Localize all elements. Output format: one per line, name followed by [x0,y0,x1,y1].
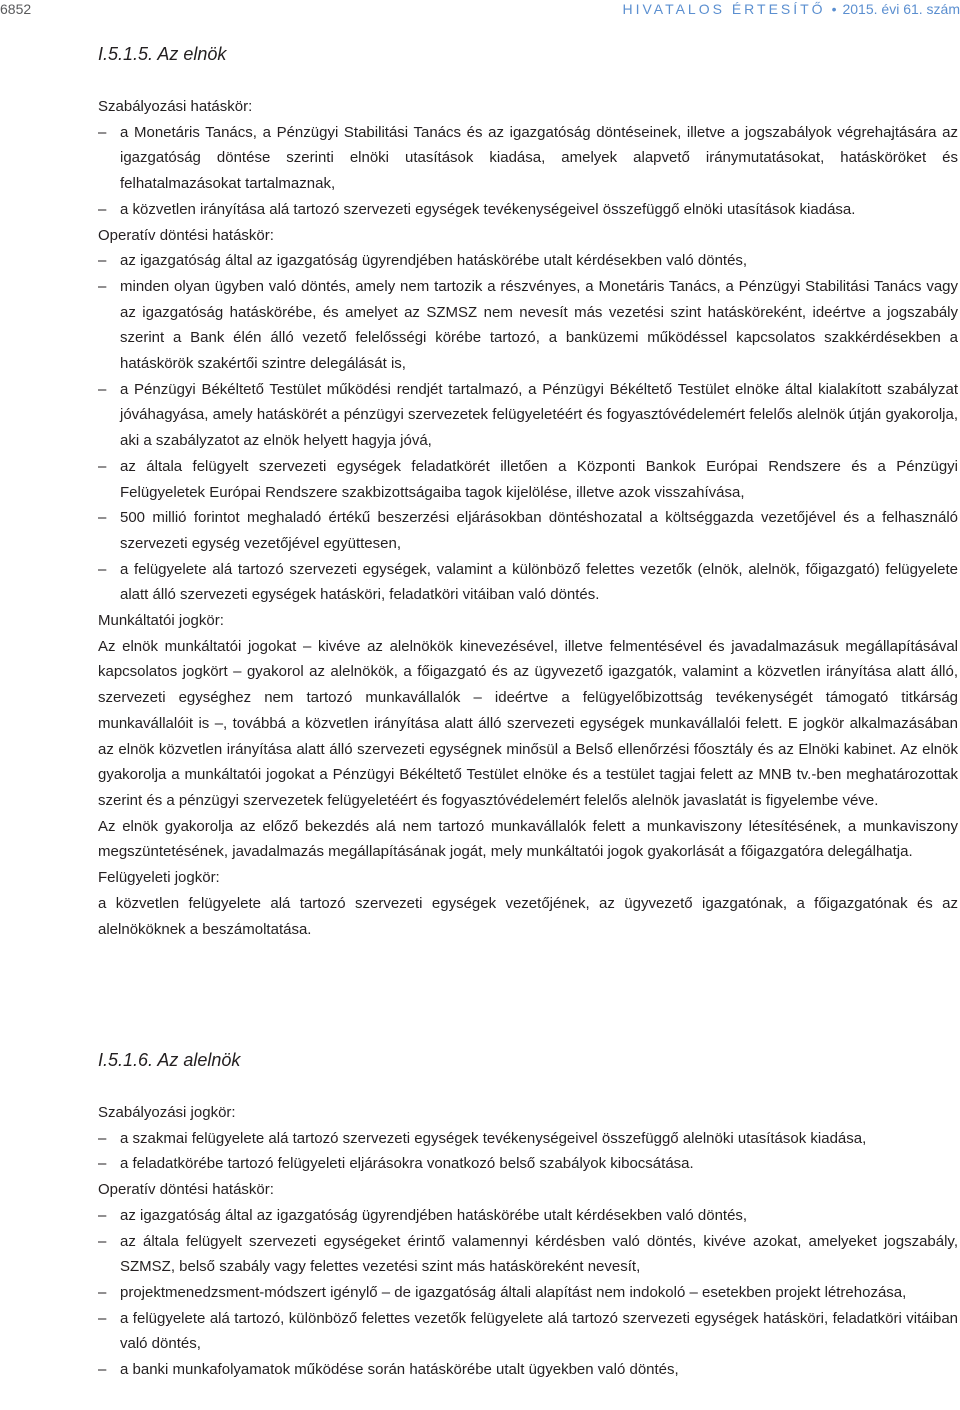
dash-list [98,1126,958,1177]
list-item: – a közvetlen irányítása alá tartozó szervezeti egységek tevékenységeivel összefüggő elnöki utasítások kiadása. [98,197,958,223]
journal-name: HIVATALOS ÉRTESÍTŐ [622,1,826,17]
list-item: – a szakmai felügyelete alá tartozó szervezeti egységek tevékenységeivel összefüggő alelnöki utasítások kiadása, [98,1126,958,1152]
issue-label: 2015. évi 61. szám [842,1,960,17]
list-item: – a feladatkörébe tartozó felügyeleti eljárásokra vonatkozó belső szabályok kibocsátása. [98,1151,958,1177]
subheading-operativ: Operatív döntési hatáskör: [98,226,274,244]
list-item: – az igazgatóság által az igazgatóság ügyrendjében hatáskörébe utalt kérdésekben való döntés, [98,1203,958,1229]
list-item: – 500 millió forintot meghaladó értékű beszerzési eljárásokban döntéshozatal a költséggazda vezetőjével és a felhasználó szervezeti egység vezetőjével együttesen, [98,505,958,556]
section-heading-alelnok: I.5.1.6. Az alelnök [98,1050,241,1070]
list-item: – a Monetáris Tanács, a Pénzügyi Stabilitási Tanács és az igazgatóság döntéseinek, illetve a jogszabályok végrehajtására az igazgatóság döntése szerinti elnöki utasítások kiadása, amelyek alapvető iránymutatásokat, hatásköröket és felhatalmazásokat tartalmaznak, [98,120,958,197]
section-body-alelnok [98,1100,958,1383]
list-item: – az általa felügyelt szervezeti egységeket érintő valamennyi kérdésben való döntés, kivéve azokat, amelyeket jogszabály, SZMSZ, belső szabály vagy felettes vezetési szint más hatásköreként nevesít, [98,1229,958,1280]
paragraph: Az elnök gyakorolja az előző bekezdés alá nem tartozó munkavállalók felett a munkaviszony létesítésének, a munkaviszony megszüntetésének, javadalmazás megállapításának jogát, mely munkáltatói jogok gyakorlását a főigazgatóra delegálhatja. [98,817,958,861]
dash-list [98,120,958,223]
subheading-operativ: Operatív döntési hatáskör: [98,1181,274,1199]
paragraph: a közvetlen felügyelete alá tartozó szervezeti egységek vezetőjének, az ügyvezető igazgatónak, a főigazgatónak és az alelnököknek a beszámoltatása. [98,894,958,938]
list-item: – az általa felügyelt szervezeti egységek feladatkörét illetően a Központi Bankok Európai Rendszere és a Pénzügyi Felügyeletek Európai Rendszere szakbizottságaiba tagok kijelölése, illetve azok visszahívása, [98,454,958,505]
list-item: – minden olyan ügyben való döntés, amely nem tartozik a részvényes, a Monetáris Tanács, a Pénzügyi Stabilitási Tanács vagy az igazgatóság hatáskörébe, és amelyet az SZMSZ nem nevesít más vezetési szint hatásköreként, ideértve a jogszabály szerint a Bank élén álló vezető felelősségi körébe tartozó, a banküzemi működéssel kapcsolatos szakkérdésekben a hatáskörök szakértői szintre delegálását is, [98,274,958,377]
page-header [0,0,960,20]
dash-list [98,1203,958,1383]
list-item: – a felügyelete alá tartozó szervezeti egységek, valamint a különböző felettes vezetők (elnök, alelnök, főigazgató) felügyelete alatt álló szervezeti egységek hatásköri, feladatköri vitáiban való döntés. [98,557,958,608]
subheading-felugyeleti: Felügyeleti jogkör: [98,869,220,887]
section-heading-elnok: I.5.1.5. Az elnök [98,44,227,64]
subheading-munkaltatoi: Munkáltatói jogkör: [98,612,224,630]
page-number: 6852 [0,1,32,17]
subheading-szabalyozasi: Szabályozási jogkör: [98,1104,236,1121]
list-item: – a banki munkafolyamatok működése során hatáskörébe utalt ügyekben való döntés, [98,1357,958,1383]
dash-list [98,248,958,608]
list-item: – az igazgatóság által az igazgatóság ügyrendjében hatáskörébe utalt kérdésekben való döntés, [98,248,958,274]
list-item: – projektmenedzsment-módszert igénylő – de igazgatóság általi alapítást nem indokoló – esetekben projekt létrehozása, [98,1280,958,1306]
bullet-separator: • [831,1,837,17]
section-body-elnok [98,94,958,942]
list-item: – a Pénzügyi Békéltető Testület működési rendjét tartalmazó, a Pénzügyi Békéltető Testület elnöke által kialakított szabályzat jóváhagyása, amely hatáskörét a pénzügyi szervezetek felügyeletéért és fogyasztóvédelemért felelős alelnök útján gyakorolja, aki a szabályzatot az elnök helyett hagyja jóvá, [98,377,958,454]
paragraph: Az elnök munkáltatói jogokat – kivéve az alelnökök kinevezésével, illetve felmentésével és javadalmazásuk megállapításával kapcsolatos jogkört – gyakorol az alelnökök, a főigazgató és az ügyvezető igazgatók, valamint a közvetlen irányítása alatt álló, szervezeti egységhez nem tartozó munkavállalók – ideértve a felügyelőbizottság tevékenységét támogató titkárság munkavállalóit is –, továbbá a közvetlen irányítása alatt álló szervezeti egységek munkavállalói felett. E jogkör alkalmazásában az elnök közvetlen irányítása alatt álló szervezeti egységnek minősül a Belső ellenőrzési főosztály és az Elnöki kabinet. Az elnök gyakorolja a munkáltatói jogokat a Pénzügyi Békéltető Testület elnöke és a testület tagjai felett az MNB tv.-ben meghatározottak szerint és a pénzügyi szervezetek felügyeletéért és fogyasztóvédelemért felelős alelnök javaslatát is figyelembe véve. [98,637,958,809]
subheading-szabalyozasi: Szabályozási hatáskör: [98,98,253,115]
list-item: – a felügyelete alá tartozó, különböző felettes vezetők felügyelete alá tartozó szervezeti egységek hatásköri, feladatköri vitáiban való döntés, [98,1306,958,1357]
journal-header [622,1,960,17]
